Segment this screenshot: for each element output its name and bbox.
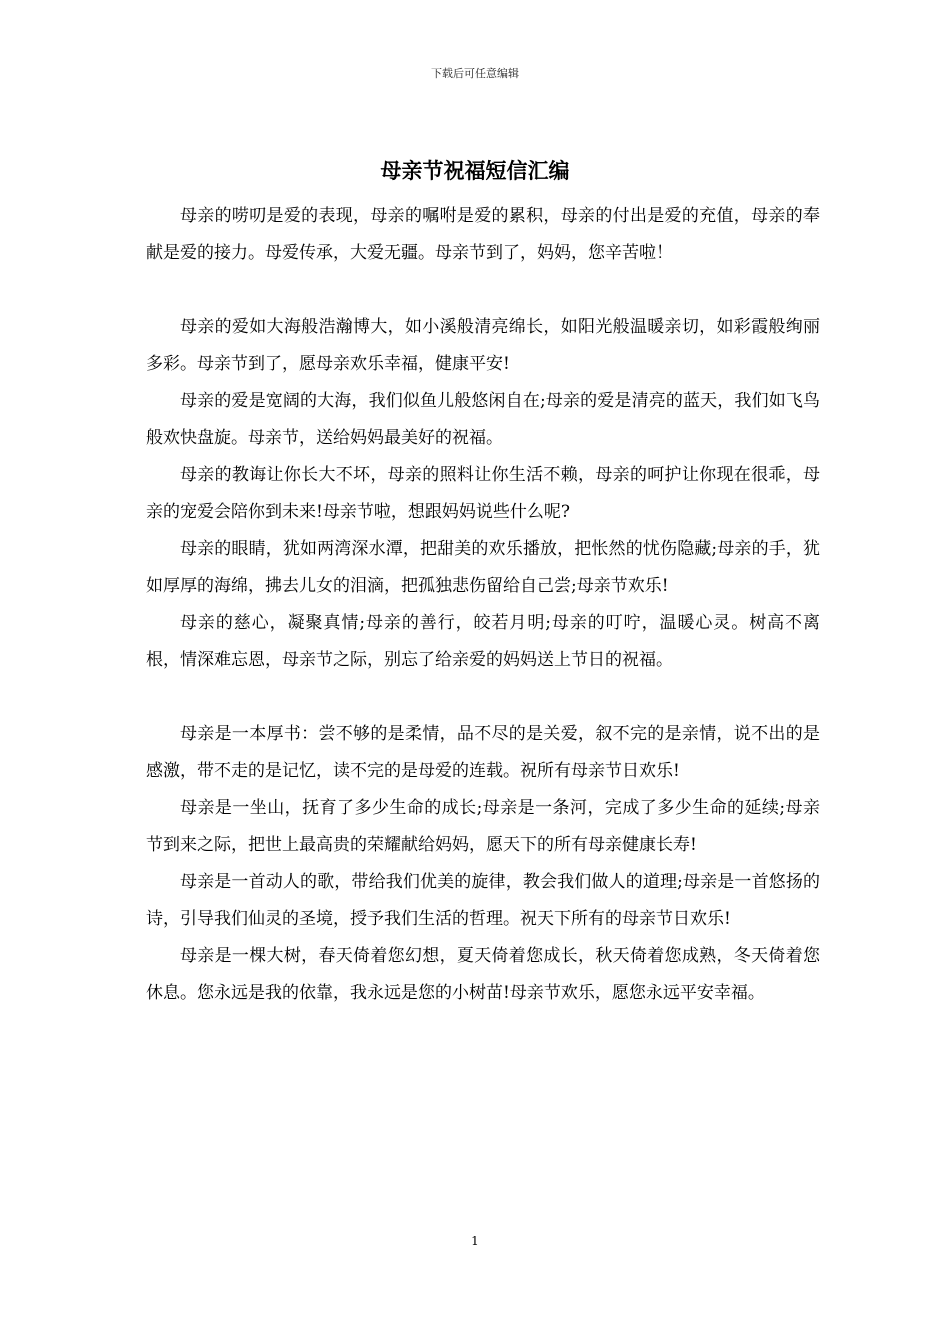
paragraph-7: 母亲是一本厚书：尝不够的是柔情，品不尽的是关爱，叙不完的是亲情，说不出的是感激，带不走的是记忆，读不完的是母爱的连载。祝所有母亲节日欢乐! bbox=[146, 724, 820, 781]
page-number: 1 bbox=[471, 1234, 479, 1248]
paragraph-10: 母亲是一棵大树，春天倚着您幻想，夏天倚着您成长，秋天倚着您成熟，冬天倚着您休息。您永远是我的依靠，我永远是您的小树苗!母亲节欢乐，愿您永远平安幸福。 bbox=[146, 946, 820, 1003]
paragraph-1: 母亲的唠叨是爱的表现，母亲的嘱咐是爱的累积，母亲的付出是爱的充值，母亲的奉献是爱的接力。母爱传承，大爱无疆。母亲节到了，妈妈，您辛苦啦！ bbox=[146, 206, 820, 263]
paragraph-5: 母亲的眼睛，犹如两湾深水潭，把甜美的欢乐播放，把怅然的忧伤隐藏;母亲的手，犹如厚厚的海绵，拂去儿女的泪滴，把孤独悲伤留给自己尝;母亲节欢乐! bbox=[146, 539, 820, 596]
document-body bbox=[146, 198, 820, 1012]
paragraph-4: 母亲的教诲让你长大不坏，母亲的照料让你生活不赖，母亲的呵护让你现在很乖，母亲的宠爱会陪你到未来!母亲节啦，想跟妈妈说些什么呢? bbox=[146, 465, 820, 522]
paragraph-9: 母亲是一首动人的歌，带给我们优美的旋律，教会我们做人的道理;母亲是一首悠扬的诗，引导我们仙灵的圣境，授予我们生活的哲理。祝天下所有的母亲节日欢乐! bbox=[146, 872, 820, 929]
blank-line bbox=[146, 272, 820, 309]
paragraph-8: 母亲是一坐山，抚育了多少生命的成长;母亲是一条河，完成了多少生命的延续;母亲节到来之际，把世上最高贵的荣耀献给妈妈，愿天下的所有母亲健康长寿! bbox=[146, 798, 820, 855]
paragraph-3: 母亲的爱是宽阔的大海，我们似鱼儿般悠闲自在;母亲的爱是清亮的蓝天，我们如飞鸟般欢快盘旋。母亲节，送给妈妈最美好的祝福。 bbox=[146, 391, 820, 448]
document-title: 母亲节祝福短信汇编 bbox=[380, 158, 570, 183]
paragraph-6: 母亲的慈心，凝聚真情;母亲的善行，皎若月明;母亲的叮咛，温暖心灵。树高不离根，情深难忘恩，母亲节之际，别忘了给亲爱的妈妈送上节日的祝福。 bbox=[146, 613, 820, 670]
paragraph-2: 母亲的爱如大海般浩瀚博大，如小溪般清亮绵长，如阳光般温暖亲切，如彩霞般绚丽多彩。母亲节到了，愿母亲欢乐幸福，健康平安! bbox=[146, 317, 820, 374]
blank-line bbox=[146, 679, 820, 716]
header-note: 下载后可任意编辑 bbox=[431, 67, 519, 80]
